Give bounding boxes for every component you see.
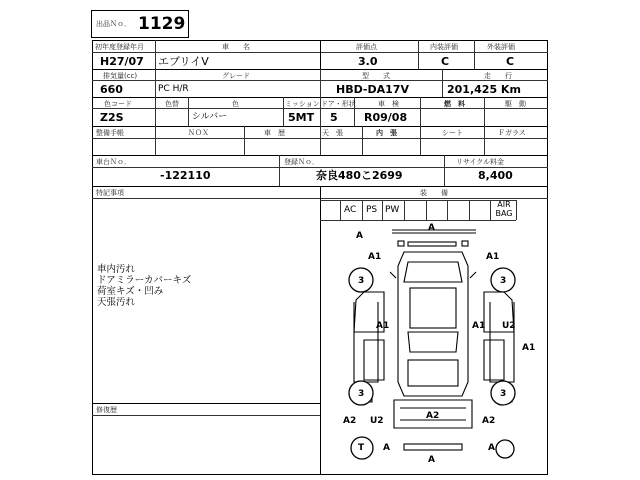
inspection-value: R09/08 — [364, 111, 408, 124]
tire-rear-left: 3 — [358, 389, 365, 399]
grade-value: PC H/R — [158, 84, 189, 94]
damage-a1-left-door: A1 — [376, 321, 390, 331]
damage-a2-rear: A2 — [426, 411, 440, 421]
damage-a1-front-right: A1 — [486, 252, 500, 262]
damage-a2-left: A2 — [343, 416, 357, 426]
model-value: HBD-DA17V — [336, 83, 409, 96]
note-item: 天張汚れ — [97, 297, 136, 308]
interior-score-value: C — [441, 55, 450, 68]
interior-score-label: 内装評価 — [430, 43, 458, 51]
equip-pw: PW — [385, 205, 400, 215]
score-label: 評価点 — [356, 43, 377, 51]
damage-a-top: A — [428, 223, 435, 233]
damage-u2-left: U2 — [370, 416, 384, 426]
recycle-value: 8,400 — [478, 169, 513, 182]
roof-label: 天 張 — [322, 129, 343, 137]
model-label: 型 式 — [362, 72, 390, 80]
equip-ps: PS — [366, 205, 378, 215]
mileage-label: 走 行 — [484, 72, 512, 80]
history-label: 車 歴 — [264, 129, 285, 137]
damage-a1-front-left: A1 — [368, 252, 382, 262]
lot-label: 出品Ｎｏ． — [96, 20, 131, 28]
equip-ac: AC — [344, 205, 357, 215]
registration-value: 奈良480こ2699 — [316, 169, 403, 182]
seat-label: シート — [442, 129, 463, 137]
damage-a-top-left: A — [356, 231, 363, 241]
interior-panel-label: 内 張 — [376, 129, 397, 137]
tire-front-right: 3 — [500, 276, 507, 286]
equipment-label: 装 備 — [420, 189, 448, 197]
mission-label: ミッション — [285, 100, 320, 108]
glass-label: Ｆガラス — [498, 129, 526, 137]
cc-value: 660 — [100, 83, 123, 96]
manual-label: 整備手帳 — [96, 129, 124, 137]
tire-front-left: 3 — [358, 276, 365, 286]
year-label: 初年度登録年月 — [95, 43, 144, 51]
color-label: 色 — [232, 100, 239, 108]
recycle-label: リサイクル料金 — [456, 158, 505, 166]
damage-a1-right-side: A1 — [522, 343, 536, 353]
damage-a-right: A — [488, 443, 495, 453]
lot-number: 1129 — [138, 14, 186, 34]
color-code-label: 色コード — [104, 100, 132, 108]
chassis-label: 車台Ｎｏ． — [96, 158, 131, 166]
name-label: 車 名 — [222, 43, 250, 51]
cc-label: 排気量(cc) — [103, 72, 138, 80]
exterior-score-value: C — [506, 55, 515, 68]
damage-t-badge: T — [358, 443, 365, 453]
damage-a1-right-door: A1 — [472, 321, 486, 331]
damage-a2-right: A2 — [482, 416, 496, 426]
note-item: 車内汚れ — [97, 264, 136, 275]
damage-a-left: A — [383, 443, 390, 453]
repair-label: 修復歴 — [96, 406, 117, 414]
inspection-label: 車 検 — [378, 100, 399, 108]
registration-label: 登録Ｎｏ． — [284, 158, 319, 166]
equip-airbag: AIR BAG — [495, 200, 513, 218]
door-value: 5 — [330, 111, 338, 124]
exterior-score-label: 外装評価 — [487, 43, 515, 51]
tire-rear-right: 3 — [500, 389, 507, 399]
fuel-label: 燃 料 — [444, 100, 465, 108]
door-label: ドア・形状 — [321, 100, 356, 108]
notes-label: 特記事項 — [96, 189, 124, 197]
year-value: H27/07 — [100, 55, 144, 68]
damage-u2-right: U2 — [502, 321, 516, 331]
nox-label: ＮＯＸ — [188, 129, 209, 137]
score-value: 3.0 — [358, 55, 378, 68]
name-value: エブリイV — [158, 55, 209, 68]
mileage-value: 201,425 Km — [447, 83, 521, 96]
color-change-label: 色替 — [165, 100, 179, 108]
drive-label: 駆 動 — [505, 100, 526, 108]
note-item: ドアミラーカバーキズ — [97, 275, 192, 286]
damage-a-bottom: A — [428, 455, 435, 465]
color-value: シルバー — [192, 112, 228, 122]
grade-label: グレード — [222, 72, 250, 80]
note-item: 荷室キズ・凹み — [97, 286, 164, 297]
color-code-value: Z2S — [100, 111, 124, 124]
mission-value: 5MT — [288, 111, 315, 124]
chassis-value: -122110 — [160, 169, 211, 182]
